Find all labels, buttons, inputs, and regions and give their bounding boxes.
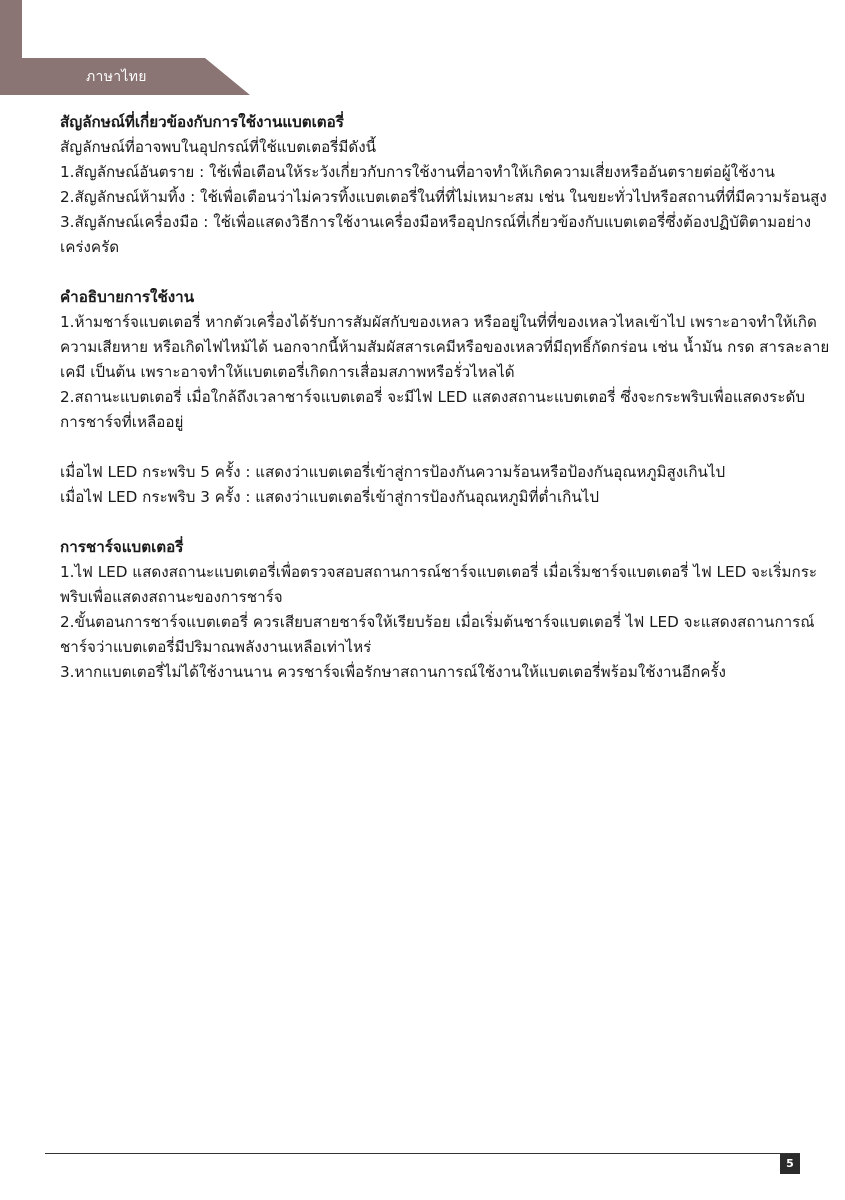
- led-note: เมื่อไฟ LED กระพริบ 5 ครั้ง : แสดงว่าแบตเตอรี่เข้าสู่การป้องกันความร้อนหรือป้องกันอุณหภูมิสูงเกินไป: [60, 463, 726, 481]
- paragraph: สัญลักษณ์ที่อาจพบในอุปกรณ์ที่ใช้แบตเตอรี่มีดังนี้: [60, 138, 377, 156]
- section-title: การชาร์จแบตเตอรี่: [60, 538, 184, 556]
- section-usage-description: [60, 285, 830, 435]
- paragraph: 1.ห้ามชาร์จแบตเตอรี่ หากตัวเครื่องได้รับการสัมผัสกับของเหลว หรืออยู่ในที่ที่ของเหลวไหลเข้าไป เพราะอาจทำให้เกิดความเสียหาย หรือเกิดไฟไหม้ได้ นอกจากนี้ห้ามสัมผัสสารเคมีหรือของเหลวที่มีฤทธิ์กัดกร่อน เช่น น้ำมัน กรด สารละลายเคมี เป็นต้น เพราะอาจทำให้แบตเตอรี่เกิดการเสื่อมสภาพหรือรั่วไหลได้: [60, 313, 830, 381]
- paragraph: 2.ขั้นตอนการชาร์จแบตเตอรี่ ควรเสียบสายชาร์จให้เรียบร้อย เมื่อเริ่มต้นชาร์จแบตเตอรี่ ไฟ LED จะแสดงสถานการณ์ชาร์จว่าแบตเตอรี่มีปริมาณพลังงานเหลือเท่าไหร่: [60, 613, 815, 656]
- section-title: คำอธิบายการใช้งาน: [60, 288, 195, 306]
- document-body: [60, 110, 830, 710]
- paragraph: 1.ไฟ LED แสดงสถานะแบตเตอรี่เพื่อตรวจสอบสถานการณ์ชาร์จแบตเตอรี่ เมื่อเริ่มชาร์จแบตเตอรี่ ไฟ LED จะเริ่มกระพริบเพื่อแสดงสถานะของการชาร์จ: [60, 563, 818, 606]
- language-tab-label: ภาษาไทย: [86, 69, 147, 85]
- led-notes: [60, 460, 830, 510]
- section-battery-symbols: [60, 110, 830, 260]
- section-charging: [60, 535, 830, 685]
- section-title: สัญลักษณ์ที่เกี่ยวข้องกับการใช้งานแบตเตอรี่: [60, 113, 344, 131]
- page-number: 5: [780, 1154, 800, 1174]
- paragraph: 3.สัญลักษณ์เครื่องมือ : ใช้เพื่อแสดงวิธีการใช้งานเครื่องมือหรืออุปกรณ์ที่เกี่ยวข้องกับแบตเตอรี่ซึ่งต้องปฏิบัติตามอย่างเคร่งครัด: [60, 213, 812, 256]
- paragraph: 3.หากแบตเตอรี่ไม่ได้ใช้งานนาน ควรชาร์จเพื่อรักษาสถานการณ์ใช้งานให้แบตเตอรี่พร้อมใช้งานอีกครั้ง: [60, 663, 726, 681]
- paragraph: 2.สถานะแบตเตอรี่ เมื่อใกล้ถึงเวลาชาร์จแบตเตอรี่ จะมีไฟ LED แสดงสถานะแบตเตอรี่ ซึ่งจะกระพริบเพื่อแสดงระดับการชาร์จที่เหลืออยู่: [60, 388, 805, 431]
- paragraph: 2.สัญลักษณ์ห้ามทิ้ง : ใช้เพื่อเตือนว่าไม่ควรทิ้งแบตเตอรี่ในที่ที่ไม่เหมาะสม เช่น ในขยะทั่วไปหรือสถานที่ที่มีความร้อนสูง: [60, 188, 827, 206]
- paragraph: 1.สัญลักษณ์อันตราย : ใช้เพื่อเตือนให้ระวังเกี่ยวกับการใช้งานที่อาจทำให้เกิดความเสี่ยงหรืออันตรายต่อผู้ใช้งาน: [60, 163, 775, 181]
- footer-divider: [45, 1153, 800, 1154]
- led-note: เมื่อไฟ LED กระพริบ 3 ครั้ง : แสดงว่าแบตเตอรี่เข้าสู่การป้องกันอุณหภูมิที่ต่ำเกินไป: [60, 488, 599, 506]
